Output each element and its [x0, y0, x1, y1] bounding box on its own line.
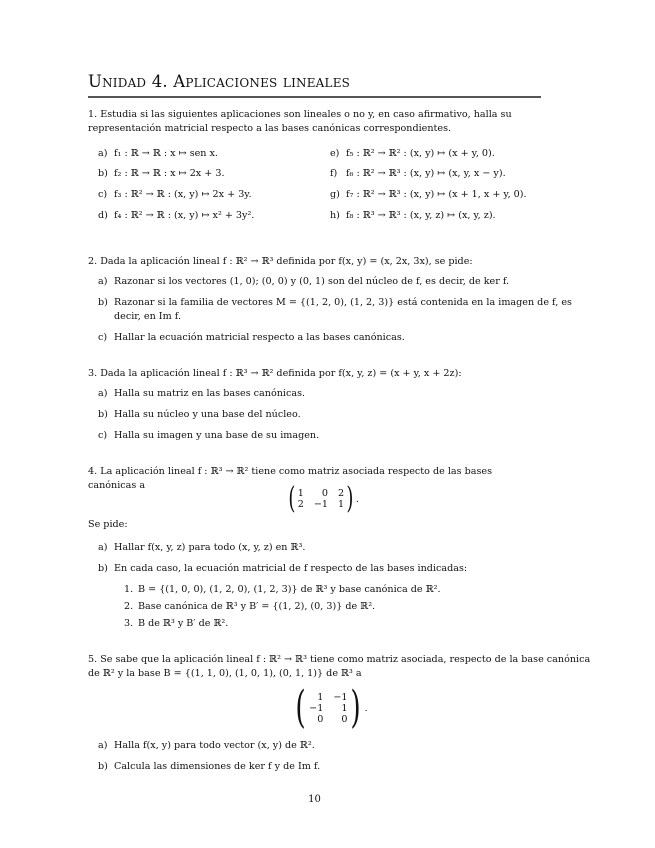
ex2-statement: 2. Dada la aplicación lineal f : ℝ² → ℝ³ definida por f(x, y) = (x, 2x, 3x), se pide:	[88, 256, 473, 267]
ex4-matrix-grid	[298, 488, 344, 510]
matrix-cell: 0	[317, 713, 324, 725]
matrix-cell: −1	[309, 702, 324, 714]
matrix-cell: 1	[341, 702, 348, 714]
ex5-matrix	[292, 682, 368, 733]
matrix-cell: 0	[341, 713, 348, 725]
matrix-cell: 1	[317, 691, 324, 703]
left-paren: (	[288, 481, 296, 516]
matrix-cell: 2	[297, 499, 304, 510]
matrix-cell: 1	[297, 488, 304, 499]
matrix-cell: −1	[313, 499, 328, 510]
matrix-cell: −1	[333, 691, 348, 703]
matrix-cell: 0	[321, 488, 328, 499]
ex5-matrix-grid	[309, 692, 347, 725]
page-title: Unidad 4. Aplicaciones lineales	[88, 72, 351, 91]
title-rule	[88, 96, 541, 98]
left-paren: (	[295, 682, 306, 733]
ex3-statement: 3. Dada la aplicación lineal f : ℝ³ → ℝ² definida por f(x, y, z) = (x + y, x + 2z):	[88, 368, 462, 379]
ex1-statement: 1. Estudia si las siguientes aplicaciones son lineales o no y, en caso afirmativo, halla su representación matricial respecto a las bases canónicas correspondientes.	[88, 109, 512, 134]
ex4-se-pide: Se pide:	[88, 519, 128, 530]
right-paren: )	[346, 481, 354, 516]
right-paren: )	[350, 682, 362, 733]
matrix-period: .	[355, 493, 359, 505]
page-number: 10	[308, 794, 321, 805]
ex4-statement: 4. La aplicación lineal f : ℝ³ → ℝ² tiene como matriz asociada respecto de las bases canónicas a	[88, 466, 492, 491]
matrix-cell: 2	[337, 488, 345, 499]
matrix-cell: 1	[337, 499, 345, 510]
ex5-line2: de ℝ² y la base B = {(1, 1, 0), (1, 0, 1), (0, 1, 1)} de ℝ³ a	[88, 668, 362, 679]
ex4-matrix	[286, 481, 359, 516]
matrix-period: .	[364, 702, 368, 714]
ex5-line1: 5. Se sabe que la aplicación lineal f : ℝ² → ℝ³ tiene como matriz asociada, respecto de la base canónica	[88, 654, 591, 665]
